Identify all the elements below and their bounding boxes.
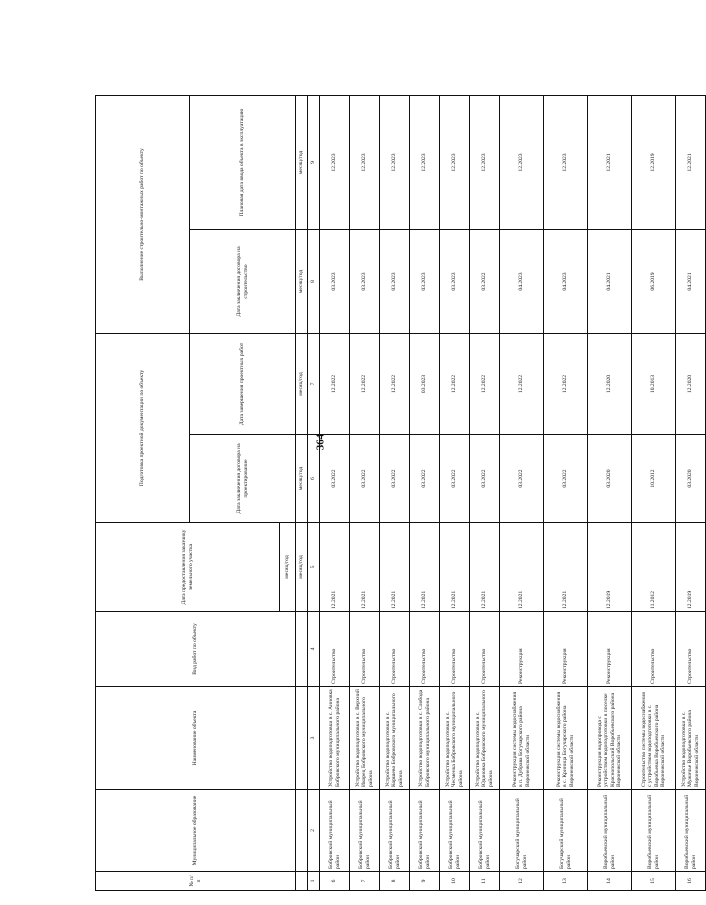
design-contract-cell: 03.2022 (500, 435, 544, 523)
table-row (320, 96, 350, 891)
column-number: 7 (308, 334, 320, 435)
build-contract-cell: 04.2023 (500, 230, 544, 334)
design-end-cell: 12.2022 (440, 334, 470, 435)
row-number: 7 (350, 872, 380, 891)
unit-cell-6: месяц/год (296, 435, 308, 523)
object-name-cell: Устройство водоподготовки в с. Слобода Бобровского муниципального района (410, 687, 440, 790)
table-row (380, 96, 410, 891)
land-date-cell: 12.2021 (470, 523, 500, 612)
table-row (410, 96, 440, 891)
object-name-cell: Реконструкция водопровода с устройством водоподготовки в поселке Краснопольский Воробьевского района Воронежской области (588, 687, 632, 790)
work-type-cell: Реконструкция (500, 612, 544, 687)
build-contract-cell: 03.2023 (440, 230, 470, 334)
build-contract-cell: 03.2022 (470, 230, 500, 334)
unit-cell-3 (296, 687, 308, 790)
municipality-cell: Бобровский муниципальный район (350, 790, 380, 872)
build-contract-cell: 03.2023 (410, 230, 440, 334)
design-end-cell: 12.2022 (320, 334, 350, 435)
row-number: 8 (380, 872, 410, 891)
build-contract-cell: 06.2019 (632, 230, 676, 334)
row-number: 16 (676, 872, 706, 891)
unit-cell-4 (296, 612, 308, 687)
land-date-cell: 12.2021 (410, 523, 440, 612)
header-work-type: Вид работ по объекту (96, 612, 296, 687)
column-number: 1 (308, 872, 320, 891)
column-number: 2 (308, 790, 320, 872)
municipality-cell: Бобровский муниципальный район (320, 790, 350, 872)
municipality-cell: Бобровский муниципальный район (410, 790, 440, 872)
table-row (350, 96, 380, 891)
land-date-cell: 12.2019 (676, 523, 706, 612)
design-end-cell: 12.2022 (470, 334, 500, 435)
commission-date-cell: 12.2021 (676, 96, 706, 230)
table-row (440, 96, 470, 891)
table-row (588, 96, 632, 891)
object-name-cell: Реконструкция системы водоснабжения в п. Дубрава Богучарского района Воронежской области (500, 687, 544, 790)
column-number: 4 (308, 612, 320, 687)
design-contract-cell: 10.2012 (632, 435, 676, 523)
commission-date-cell: 12.2023 (544, 96, 588, 230)
municipality-cell: Воробьевский муниципальный район (588, 790, 632, 872)
unit-cell-5: месяц/год (296, 523, 308, 612)
row-number: 12 (500, 872, 544, 891)
municipality-cell: Воробьевский муниципальный район (676, 790, 706, 872)
header-design-contract: Дата заключения договора на проектирование (190, 435, 296, 523)
table-row (676, 96, 706, 891)
work-type-cell: Строительство (440, 612, 470, 687)
header-num: № п/п (96, 872, 296, 891)
work-type-cell: Строительство (410, 612, 440, 687)
design-end-cell: 12.2020 (588, 334, 632, 435)
schedule-table (95, 95, 706, 891)
design-contract-cell: 03.2022 (320, 435, 350, 523)
work-type-cell: Строительство (632, 612, 676, 687)
object-name-cell: Устройство водоподготовки в с. Юдановка Бобровского муниципального района (470, 687, 500, 790)
commission-date-cell: 12.2023 (380, 96, 410, 230)
commission-date-cell: 12.2023 (410, 96, 440, 230)
work-type-cell: Строительство (320, 612, 350, 687)
table-row (632, 96, 676, 891)
rotated-table-page (95, 96, 700, 891)
land-date-cell: 12.2021 (544, 523, 588, 612)
build-contract-cell: 03.2023 (350, 230, 380, 334)
land-date-cell: 11.2012 (632, 523, 676, 612)
object-name-cell: Реконструкция системы водоснабжения в с. Криница Богучарского района Воронежской области (544, 687, 588, 790)
column-number: 9 (308, 96, 320, 230)
object-name-cell: Устройство водоподготовки в с. Мужичье Воробьевского района Воронежской области (676, 687, 706, 790)
object-name-cell: Устройство водоподготовки в с. Чесменка Бобровского муниципального района (440, 687, 470, 790)
land-date-cell: 12.2021 (500, 523, 544, 612)
design-end-cell: 10.2013 (632, 334, 676, 435)
object-name-cell: Устройство водоподготовки в с. Коршево Бобровского муниципального района (380, 687, 410, 790)
design-contract-cell: 03.2022 (470, 435, 500, 523)
object-name-cell: Устройство водоподготовки в с. Анновка Бобровского муниципального района (320, 687, 350, 790)
column-number: 3 (308, 687, 320, 790)
land-date-cell: 12.2021 (320, 523, 350, 612)
municipality-cell: Воробьевский муниципальный район (632, 790, 676, 872)
commission-date-cell: 12.2023 (320, 96, 350, 230)
design-end-cell: 12.2022 (544, 334, 588, 435)
unit-cell-8: месяц/год (296, 230, 308, 334)
header-commission-date: Плановая дата ввода объекта в эксплуатацию (190, 96, 296, 230)
design-end-cell: 03.2023 (410, 334, 440, 435)
header-land-date: Дата предоставления заказчику земельного участка (96, 523, 280, 612)
column-number: 6 (308, 435, 320, 523)
row-number: 6 (320, 872, 350, 891)
commission-date-cell: 12.2019 (632, 96, 676, 230)
table-row (544, 96, 588, 891)
land-date-cell: 12.2021 (380, 523, 410, 612)
table-row (500, 96, 544, 891)
land-date-cell: 12.2019 (588, 523, 632, 612)
header-construction-group: Выполнение строительно-монтажных работ по объекту (96, 96, 190, 334)
commission-date-cell: 12.2021 (588, 96, 632, 230)
land-date-cell: 12.2021 (440, 523, 470, 612)
work-type-cell: Строительство (676, 612, 706, 687)
header-build-contract: Дата заключения договора на строительство (190, 230, 296, 334)
work-type-cell: Строительство (470, 612, 500, 687)
header-design-end: Дата завершения проектных работ (190, 334, 296, 435)
header-unit: месяц/год (280, 523, 296, 612)
municipality-cell: Богучарский муниципальный район (500, 790, 544, 872)
build-contract-cell: 03.2023 (380, 230, 410, 334)
municipality-cell: Бобровский муниципальный район (380, 790, 410, 872)
table-row (470, 96, 500, 891)
design-end-cell: 12.2022 (350, 334, 380, 435)
municipality-cell: Бобровский муниципальный район (470, 790, 500, 872)
header-object-name: Наименование объекта (96, 687, 296, 790)
unit-cell-1 (296, 872, 308, 891)
municipality-cell: Богучарский муниципальный район (544, 790, 588, 872)
unit-cell-2 (296, 790, 308, 872)
unit-cell-9: месяц/год (296, 96, 308, 230)
commission-date-cell: 12.2023 (500, 96, 544, 230)
design-end-cell: 12.2022 (380, 334, 410, 435)
commission-date-cell: 12.2023 (470, 96, 500, 230)
build-contract-cell: 04.2021 (676, 230, 706, 334)
work-type-cell: Строительство (350, 612, 380, 687)
row-number: 10 (440, 872, 470, 891)
build-contract-cell: 03.2023 (320, 230, 350, 334)
build-contract-cell: 04.2023 (544, 230, 588, 334)
municipality-cell: Бобровский муниципальный район (440, 790, 470, 872)
design-contract-cell: 03.2020 (676, 435, 706, 523)
row-number: 15 (632, 872, 676, 891)
row-number: 14 (588, 872, 632, 891)
design-contract-cell: 03.2022 (380, 435, 410, 523)
work-type-cell: Реконструкция (544, 612, 588, 687)
design-contract-cell: 03.2022 (350, 435, 380, 523)
design-end-cell: 12.2022 (500, 334, 544, 435)
design-contract-cell: 03.2020 (588, 435, 632, 523)
row-number: 13 (544, 872, 588, 891)
unit-cell-7: месяц/год (296, 334, 308, 435)
header-design-group: Подготовка проектной документации по объекту (96, 334, 190, 523)
row-number: 11 (470, 872, 500, 891)
object-name-cell: Устройство водоподготовки в с. Верхний Икорец Бобровского муниципального района (350, 687, 380, 790)
build-contract-cell: 04.2021 (588, 230, 632, 334)
commission-date-cell: 12.2023 (440, 96, 470, 230)
object-name-cell: Строительство системы водоснабжения с устройством водоподготовки в с. Воробьевка Воробьевского района Воронежской области (632, 687, 676, 790)
design-contract-cell: 03.2022 (440, 435, 470, 523)
land-date-cell: 12.2021 (350, 523, 380, 612)
column-number: 8 (308, 230, 320, 334)
column-number: 5 (308, 523, 320, 612)
page-number: 364 (314, 433, 327, 451)
work-type-cell: Реконструкция (588, 612, 632, 687)
row-number: 9 (410, 872, 440, 891)
commission-date-cell: 12.2023 (350, 96, 380, 230)
design-contract-cell: 03.2022 (410, 435, 440, 523)
work-type-cell: Строительство (380, 612, 410, 687)
header-municipality: Муниципальное образование (96, 790, 296, 872)
design-end-cell: 12.2020 (676, 334, 706, 435)
design-contract-cell: 03.2022 (544, 435, 588, 523)
